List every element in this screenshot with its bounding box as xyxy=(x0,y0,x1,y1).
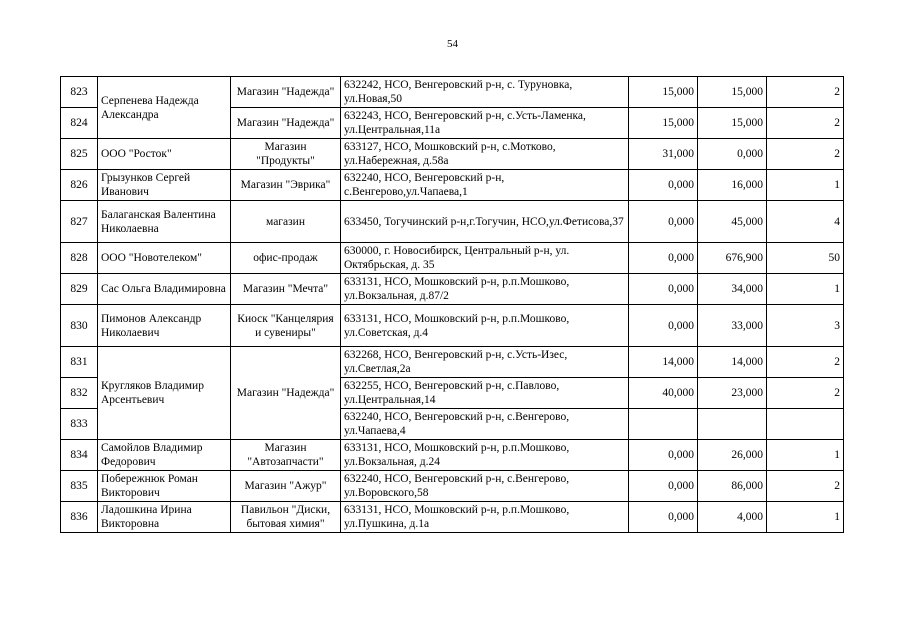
address: 632268, НСО, Венгеровский р-н, с.Усть-Изес, ул.Светлая,2а xyxy=(341,347,629,378)
object-type: Магазин "Автозапчасти" xyxy=(231,440,341,471)
address: 632242, НСО, Венгеровский р-н, с. Туруновка, ул.Новая,50 xyxy=(341,77,629,108)
value-1: 0,000 xyxy=(629,170,698,201)
value-2: 16,000 xyxy=(698,170,767,201)
object-type: Киоск "Канцелярия и сувениры" xyxy=(231,305,341,347)
registry-table xyxy=(60,76,844,533)
address: 630000, г. Новосибирск, Центральный р-н, ул. Октябрьская, д. 35 xyxy=(341,243,629,274)
value-3: 50 xyxy=(767,243,844,274)
value-2: 676,900 xyxy=(698,243,767,274)
page-number: 54 xyxy=(447,38,458,50)
row-number: 835 xyxy=(61,471,98,502)
owner-name: Кругляков Владимир Арсентьевич xyxy=(98,347,231,440)
object-type: Павильон "Диски, бытовая химия" xyxy=(231,502,341,533)
table-row xyxy=(61,170,844,201)
object-type: Магазин "Эврика" xyxy=(231,170,341,201)
object-type: Магазин "Ажур" xyxy=(231,471,341,502)
row-number: 823 xyxy=(61,77,98,108)
object-type: Магазин "Надежда" xyxy=(231,108,341,139)
table-row xyxy=(61,502,844,533)
table-row xyxy=(61,274,844,305)
value-1: 0,000 xyxy=(629,440,698,471)
value-3: 3 xyxy=(767,305,844,347)
address: 632240, НСО, Венгеровский р-н, с.Венгерово,ул.Чапаева,1 xyxy=(341,170,629,201)
address: 633131, НСО, Мошковский р-н, р.п.Мошково, ул.Вокзальная, д.24 xyxy=(341,440,629,471)
row-number: 833 xyxy=(61,409,98,440)
owner-name: Ладошкина Ирина Викторовна xyxy=(98,502,231,533)
object-type: Магазин "Надежда" xyxy=(231,347,341,440)
row-number: 830 xyxy=(61,305,98,347)
value-2 xyxy=(698,409,767,440)
table-row xyxy=(61,440,844,471)
object-type: офис-продаж xyxy=(231,243,341,274)
row-number: 824 xyxy=(61,108,98,139)
address: 633450, Тогучинский р-н,г.Тогучин, НСО,ул.Фетисова,37 xyxy=(341,201,629,243)
row-number: 828 xyxy=(61,243,98,274)
value-1: 0,000 xyxy=(629,274,698,305)
row-number: 831 xyxy=(61,347,98,378)
owner-name: ООО "Росток" xyxy=(98,139,231,170)
row-number: 834 xyxy=(61,440,98,471)
value-3: 2 xyxy=(767,378,844,409)
value-3: 2 xyxy=(767,471,844,502)
value-1: 15,000 xyxy=(629,77,698,108)
row-number: 827 xyxy=(61,201,98,243)
object-type: Магазин "Мечта" xyxy=(231,274,341,305)
value-2: 15,000 xyxy=(698,108,767,139)
value-2: 45,000 xyxy=(698,201,767,243)
row-number: 832 xyxy=(61,378,98,409)
address: 633131, НСО, Мошковский р-н, р.п.Мошково, ул.Советская, д.4 xyxy=(341,305,629,347)
value-3 xyxy=(767,409,844,440)
owner-name: ООО "Новотелеком" xyxy=(98,243,231,274)
value-2: 4,000 xyxy=(698,502,767,533)
address: 633131, НСО, Мошковский р-н, р.п.Мошково, ул.Пушкина, д.1а xyxy=(341,502,629,533)
row-number: 829 xyxy=(61,274,98,305)
table-row xyxy=(61,347,844,378)
value-2: 86,000 xyxy=(698,471,767,502)
address: 632240, НСО, Венгеровский р-н, с.Венгерово, ул.Воровского,58 xyxy=(341,471,629,502)
address: 633127, НСО, Мошковский р-н, с.Мотково, ул.Набережная, д.58а xyxy=(341,139,629,170)
owner-name: Самойлов Владимир Федорович xyxy=(98,440,231,471)
value-1: 40,000 xyxy=(629,378,698,409)
row-number: 825 xyxy=(61,139,98,170)
address: 632243, НСО, Венгеровский р-н, с.Усть-Ламенка, ул.Центральная,11а xyxy=(341,108,629,139)
table-row xyxy=(61,139,844,170)
value-3: 2 xyxy=(767,108,844,139)
value-1: 31,000 xyxy=(629,139,698,170)
owner-name: Серпенева Надежда Александра xyxy=(98,77,231,139)
value-1: 15,000 xyxy=(629,108,698,139)
value-2: 0,000 xyxy=(698,139,767,170)
address: 632240, НСО, Венгеровский р-н, с.Венгерово, ул.Чапаева,4 xyxy=(341,409,629,440)
value-1: 0,000 xyxy=(629,305,698,347)
value-1: 0,000 xyxy=(629,243,698,274)
table-row xyxy=(61,243,844,274)
value-3: 2 xyxy=(767,139,844,170)
value-3: 2 xyxy=(767,347,844,378)
owner-name: Грызунков Сергей Иванович xyxy=(98,170,231,201)
value-3: 1 xyxy=(767,502,844,533)
table-row xyxy=(61,77,844,108)
value-2: 14,000 xyxy=(698,347,767,378)
address: 633131, НСО, Мошковский р-н, р.п.Мошково, ул.Вокзальная, д.87/2 xyxy=(341,274,629,305)
row-number: 836 xyxy=(61,502,98,533)
table-row xyxy=(61,201,844,243)
value-1 xyxy=(629,409,698,440)
value-3: 1 xyxy=(767,274,844,305)
value-2: 15,000 xyxy=(698,77,767,108)
owner-name: Побережнюк Роман Викторович xyxy=(98,471,231,502)
row-number: 826 xyxy=(61,170,98,201)
object-type: Магазин "Надежда" xyxy=(231,77,341,108)
value-3: 1 xyxy=(767,440,844,471)
value-2: 23,000 xyxy=(698,378,767,409)
table-row xyxy=(61,471,844,502)
table-row xyxy=(61,305,844,347)
value-1: 14,000 xyxy=(629,347,698,378)
value-1: 0,000 xyxy=(629,502,698,533)
value-1: 0,000 xyxy=(629,201,698,243)
value-1: 0,000 xyxy=(629,471,698,502)
value-3: 4 xyxy=(767,201,844,243)
value-2: 34,000 xyxy=(698,274,767,305)
owner-name: Сас Ольга Владимировна xyxy=(98,274,231,305)
value-3: 2 xyxy=(767,77,844,108)
object-type: магазин xyxy=(231,201,341,243)
owner-name: Пимонов Александр Николаевич xyxy=(98,305,231,347)
value-2: 33,000 xyxy=(698,305,767,347)
address: 632255, НСО, Венгеровский р-н, с.Павлово, ул.Центральная,14 xyxy=(341,378,629,409)
owner-name: Балаганская Валентина Николаевна xyxy=(98,201,231,243)
value-2: 26,000 xyxy=(698,440,767,471)
object-type: Магазин "Продукты" xyxy=(231,139,341,170)
value-3: 1 xyxy=(767,170,844,201)
